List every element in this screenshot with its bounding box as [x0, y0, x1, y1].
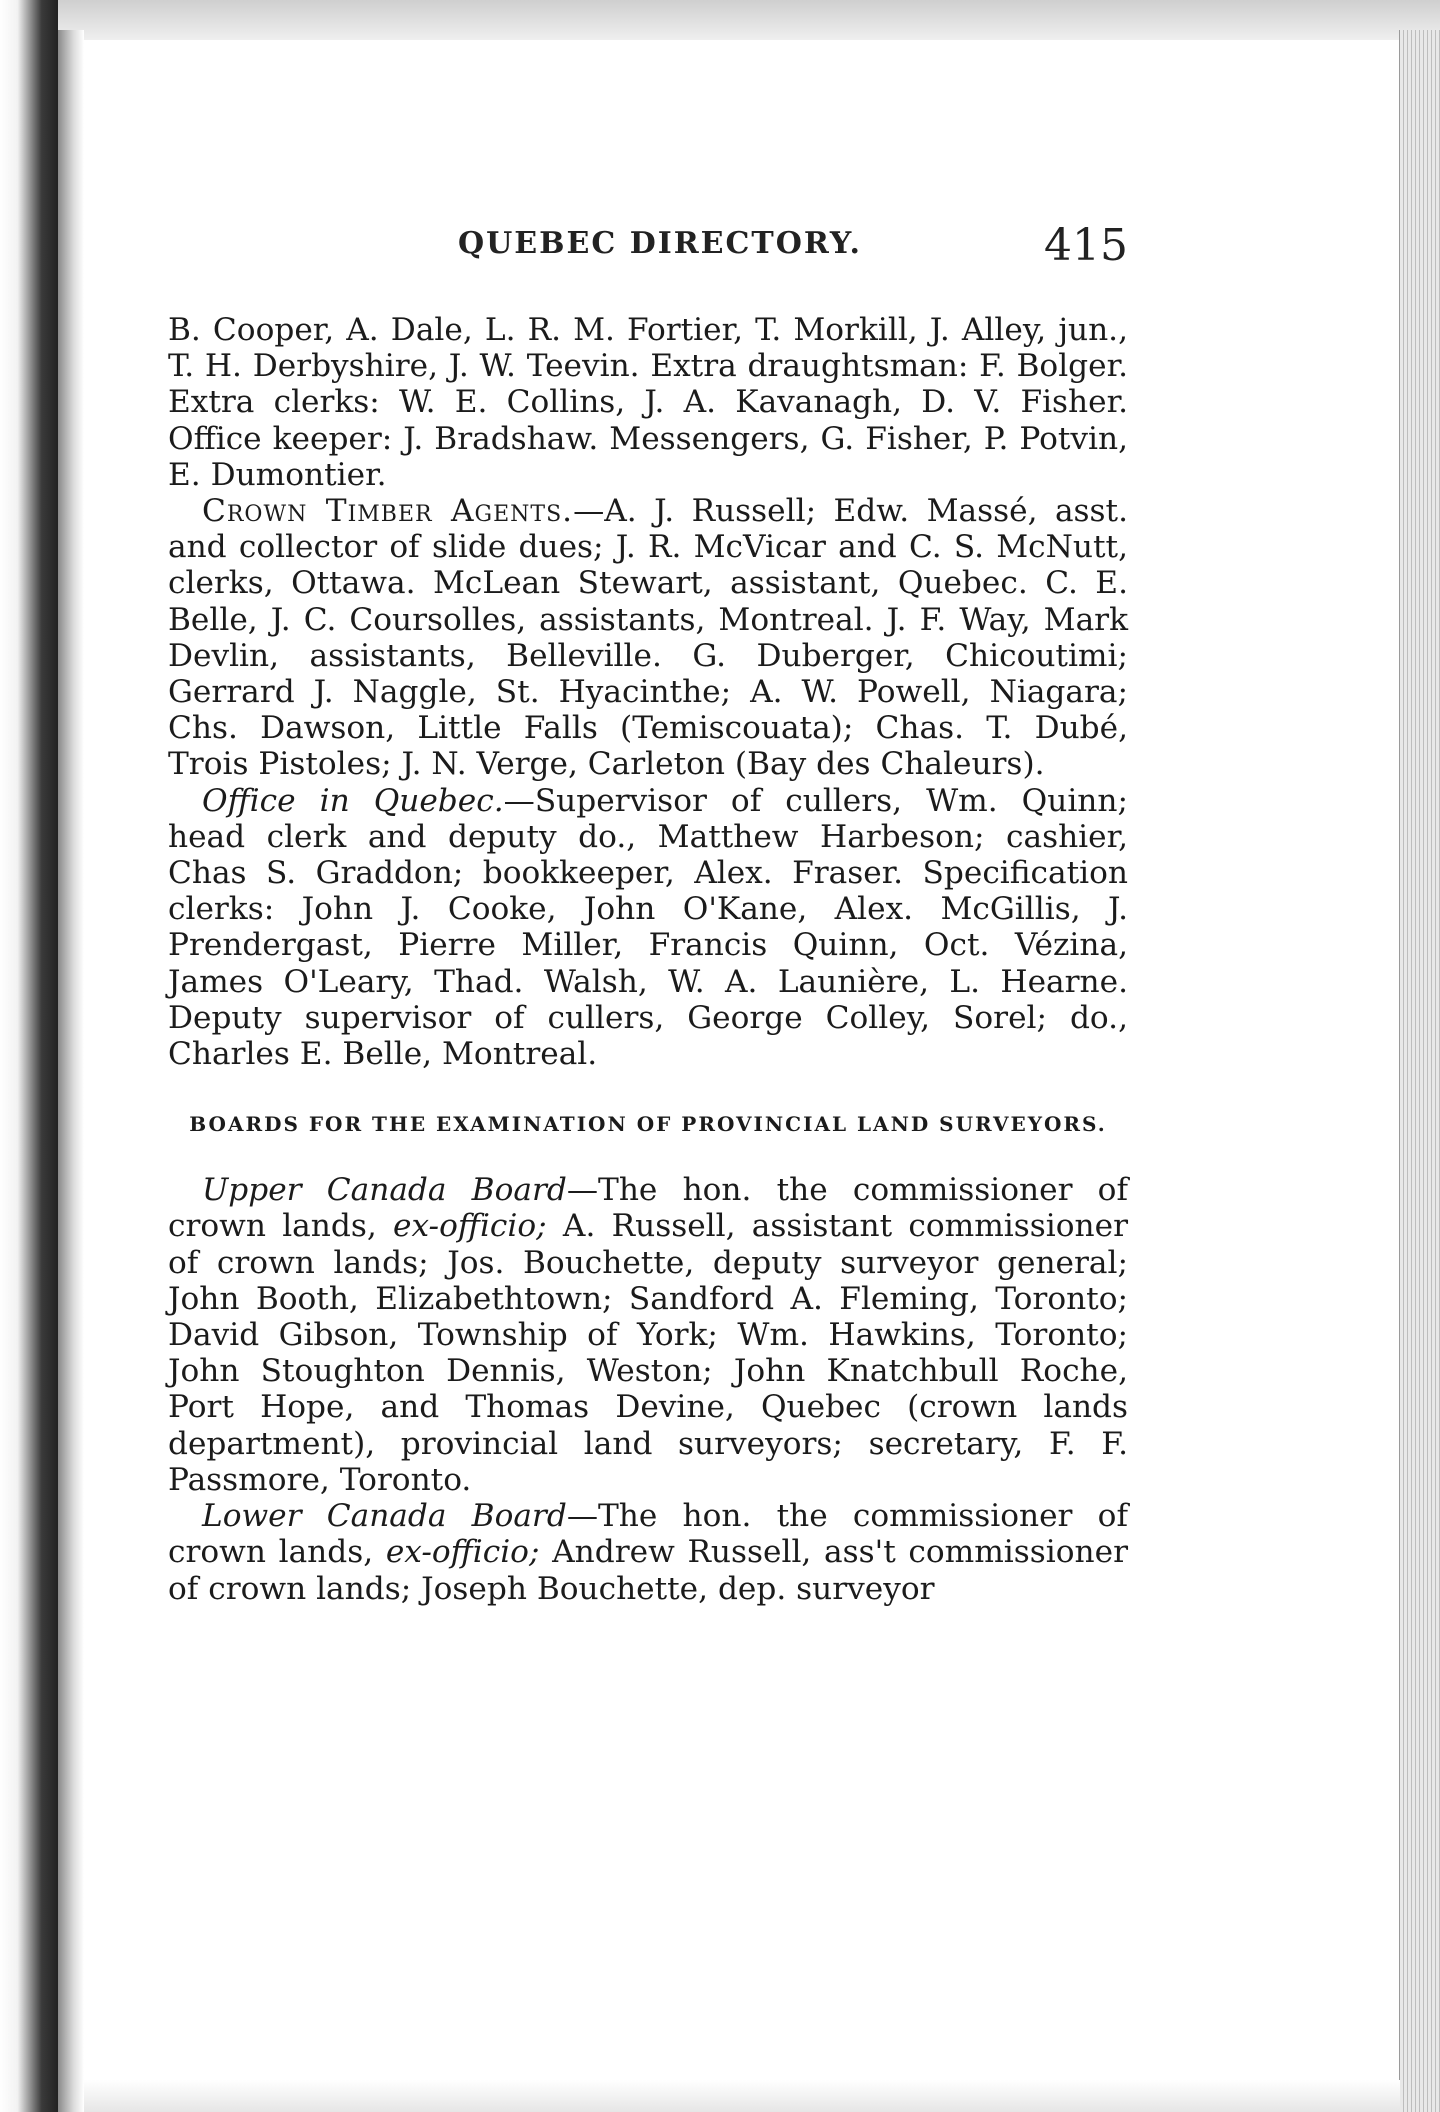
lower-canada-board-heading: Lower Canada Board: [202, 1498, 567, 1535]
lower-canada-ex-officio: ex-officio;: [385, 1534, 540, 1571]
section-heading-boards: BOARDS FOR THE EXAMINATION OF PROVINCIAL LAND SURVEYORS.: [189, 1112, 1107, 1137]
page-bottom-edge: [84, 2080, 1400, 2112]
lower-canada-board-text-b: Andrew Russell, ass't commissioner of crown lands; Joseph Bouchette, dep. surveyor: [168, 1534, 1128, 1607]
running-head: QUEBEC DIRECTORY.: [458, 226, 862, 261]
upper-canada-board-heading: Upper Canada Board: [202, 1172, 567, 1209]
paragraph-upper-canada-board: [168, 1172, 1128, 1498]
paragraph-office-in-quebec: [168, 783, 1128, 1073]
book-spine: [0, 0, 58, 2112]
scan-top-edge: [0, 0, 1440, 40]
office-in-quebec-heading: Office in Quebec.: [202, 782, 504, 819]
crown-timber-agents-text: —A. J. Russell; Edw. Massé, asst. and collector of slide dues; J. R. McVicar and C. S. McNutt, clerks, Ottawa. McLean Stewart, assistant, Quebec. C. E. Belle, J. C. Coursolles, assistants, Montreal. J. F. Way, Mark Devlin, assistants, Belleville. G. Duberger, Chicoutimi; Gerrard J. Naggle, St. Hyacinthe; A. W. Powell, Niagara; Chs. Dawson, Little Falls (Temiscouata); Chas. T. Dubé, Trois Pistoles; J. N. Verge, Carleton (Bay des Chaleurs).: [168, 493, 1128, 783]
upper-canada-board-text-b: A. Russell, assistant commissioner of crown lands; Jos. Bouchette, deputy surveyor general; John Booth, Elizabethtown; Sandford A. Fleming, Toronto; David Gibson, Township of York; Wm. Hawkins, Toronto; John Stoughton Dennis, Weston; John Knatchbull Roche, Port Hope, and Thomas Devine, Quebec (crown lands department), provincial land surveyors; secretary, F. F. Passmore, Toronto.: [168, 1208, 1128, 1498]
page-number: 415: [1044, 220, 1128, 271]
gutter-shadow: [58, 30, 84, 2112]
upper-canada-board-text-a: —The hon. the commissioner of crown lands,: [168, 1172, 1128, 1245]
page-edges: [1400, 30, 1440, 2112]
page-border: [1399, 30, 1400, 2080]
paragraph-lower-canada-board: [168, 1498, 1128, 1607]
office-in-quebec-text: —Supervisor of cullers, Wm. Quinn; head clerk and deputy do., Matthew Harbeson; cashier, Chas S. Graddon; bookkeeper, Alex. Fraser. Specification clerks: John J. Cooke, John O'Kane, Alex. McGillis, J. Prendergast, Pierre Miller, Francis Quinn, Oct. Vézina, James O'Leary, Thad. Walsh, W. A. Launière, L. Hearne. Deputy supervisor of cullers, George Colley, Sorel; do., Charles E. Belle, Montreal.: [168, 782, 1128, 1073]
page-header: [168, 220, 1128, 280]
paragraph-survey-staff: B. Cooper, A. Dale, L. R. M. Fortier, T. Morkill, J. Alley, jun., T. H. Derbyshire, J. W. Teevin. Extra draughtsman: F. Bolger. Extra clerks: W. E. Collins, J. A. Kavanagh, D. V. Fisher. Office keeper: J. Bradshaw. Messengers, G. Fisher, P. Potvin, E. Dumontier.: [168, 312, 1128, 493]
crown-timber-agents-heading: Crown Timber Agents.: [202, 493, 574, 530]
paragraph-crown-timber-agents: [168, 493, 1128, 783]
upper-canada-ex-officio: ex-officio;: [393, 1208, 547, 1245]
lower-canada-board-text-a: —The hon. the commissioner of crown lands,: [168, 1498, 1128, 1571]
page-body: [168, 312, 1128, 1607]
